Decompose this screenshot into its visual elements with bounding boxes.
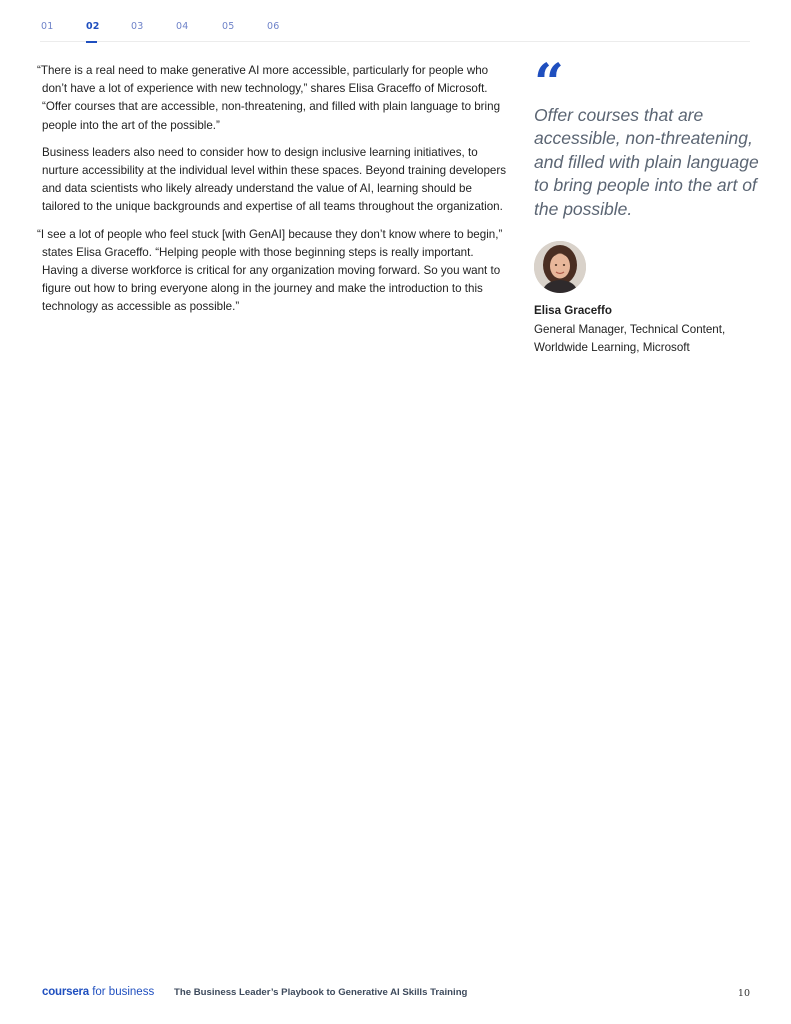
- document-title: The Business Leader’s Playbook to Generative AI Skills Training: [174, 987, 468, 998]
- footer: [40, 986, 750, 1002]
- brand-name: coursera: [42, 986, 89, 998]
- body-paragraph-2: Business leaders also need to consider how to design inclusive learning initiatives, to nurture accessibility at the individual level within these spaces. Beyond training developers and data scientists who likely already understand the value of AI, learning should be tailored to the unique backgrounds and expertise of all teams throughout the organization.: [42, 145, 507, 214]
- tab-06[interactable]: 06: [267, 21, 280, 32]
- tab-02[interactable]: 02: [86, 21, 100, 32]
- author-name: Elisa Graceffo: [534, 304, 612, 317]
- author-avatar: [534, 241, 586, 293]
- quote-mark-icon: “: [534, 53, 564, 114]
- body-paragraph-3: “I see a lot of people who feel stuck [with GenAI] because they don’t know where to begin,” states Elisa Graceffo. “Helping people with those beginning steps is really important. Having a diverse workforce is critical for any organization moving forward. So you want to figure out how to bring everyone along in the journey and make the introduction to this technology as accessible as possible.”: [37, 227, 503, 314]
- brand-suffix: for business: [92, 986, 155, 998]
- author-title: General Manager, Technical Content, Worldwide Learning, Microsoft: [534, 323, 726, 354]
- pull-quote: Offer courses that are accessible, non-threatening, and filled with plain language to bring people into the art of the possible.: [534, 105, 759, 219]
- author-photo: [534, 241, 586, 293]
- main-body: [37, 62, 511, 326]
- brand-logo[interactable]: [42, 986, 154, 998]
- tab-05[interactable]: 05: [222, 21, 235, 32]
- tab-01[interactable]: 01: [41, 21, 54, 32]
- body-paragraph-1: “There is a real need to make generative AI more accessible, particularly for people who don’t have a lot of experience with new technology,” shares Elisa Graceffo of Microsoft. “Offer courses that are accessible, non-threatening, and filled with plain language to bring people into the art of the possible.”: [37, 64, 501, 132]
- page-number: 10: [737, 988, 750, 999]
- tab-03[interactable]: 03: [131, 21, 144, 32]
- tab-04[interactable]: 04: [176, 21, 189, 32]
- section-tabs: [40, 21, 750, 42]
